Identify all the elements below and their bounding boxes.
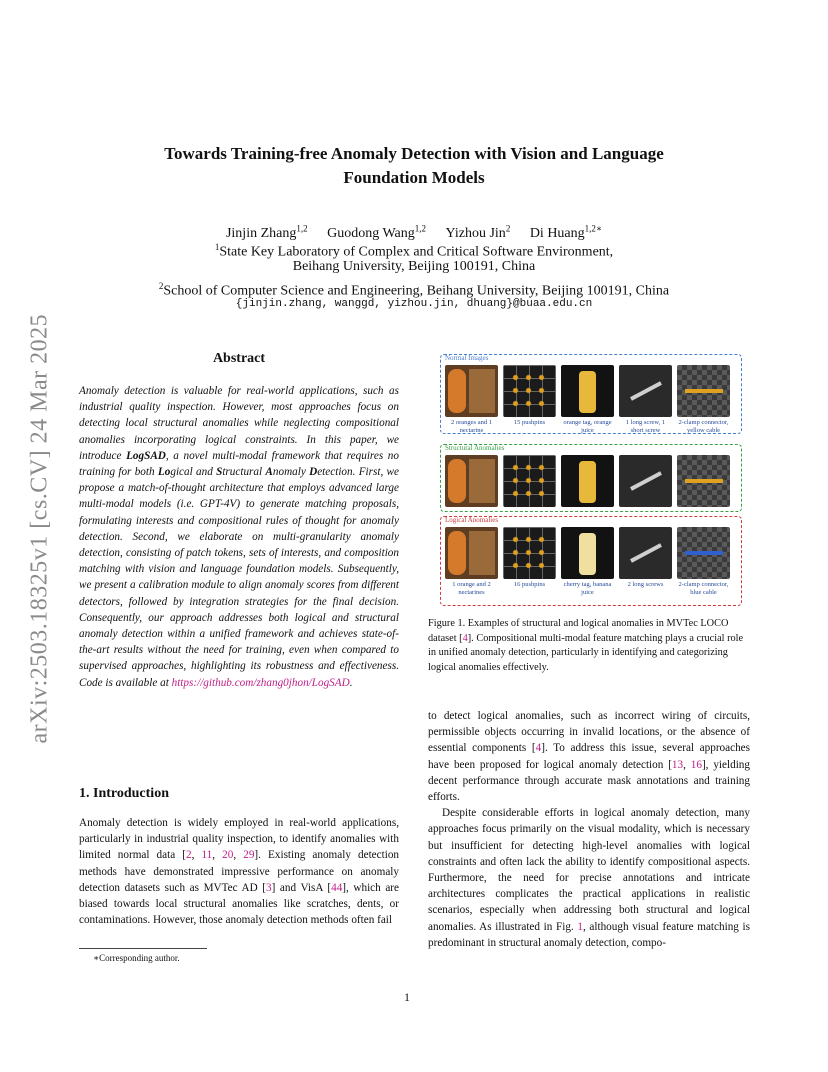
- citation-link[interactable]: 16: [690, 758, 702, 771]
- paper-title: [100, 142, 728, 190]
- figure-caption: Figure 1. Examples of structural and logical anomalies in MVTec LOCO dataset [4]. Compositional multi-modal feature matching plays a crucial role in unified anomaly detection, particularly in identifying and categorizing logical anomalies effectively.: [428, 618, 744, 673]
- paragraph: Despite considerable efforts in logical anomaly detection, many approaches focus primarily on the visual modality, which is necessary but insufficient for detecting high-level anomalies with logical constraints and often lack the ability to identify compositional aspects. Furthermore, the need for precise annotations and intricate architectures complicates the practical applications in realistic scenarios, especially when addressing both structural and logical anomalies. As illustrated in Fig. 1, although visual feature matching is predominant in structural anomaly detection, compo-: [428, 807, 750, 949]
- citation-link[interactable]: 20: [222, 849, 234, 862]
- image-caption: 15 pushpins: [513, 419, 546, 426]
- affiliation-2: $^2$School of Computer Science and Engineering, Beihang University, Beijing 100191, China: [158, 281, 670, 299]
- image-caption: 2 oranges and 1 nectarine: [451, 419, 492, 434]
- citation-link[interactable]: 13: [671, 758, 684, 771]
- author: Di Huang$^{1,2∗}$: [529, 223, 603, 241]
- panel-logical-anomalies: [440, 516, 742, 606]
- pushpins-image: [503, 365, 556, 417]
- title-line-1: Towards Training-free Anomaly Detection with Vision and Language: [164, 144, 664, 163]
- panel-structural-anomalies: [440, 444, 742, 512]
- panel-normal-images: [440, 354, 742, 434]
- footnote: ∗Corresponding author.: [93, 953, 180, 963]
- juice-bottle-image: [561, 527, 614, 579]
- figure-1: [430, 352, 748, 608]
- citation-link[interactable]: 44: [331, 881, 343, 894]
- image-caption: 2-clamp connector, yellow cable: [678, 419, 729, 434]
- breakfast-box-image: [445, 365, 498, 417]
- paragraph: to detect logical anomalies, such as incorrect wiring of circuits, permissible objects occurring in invalid locations, or the absence of essential components [4]. To address this issue, several approaches have been proposed for logical anomaly detection [13, 16], yielding decent performance through accurate mask annotations and training efforts.: [428, 710, 750, 804]
- abstract-text: Anomaly detection is valuable for real-world applications, such as industrial quality inspection. However, most approaches focus on detecting local structural anomalies while neglecting compositional anomalies incorporating logical constraints. In this paper, we introduce LogSAD, a novel multi-modal framework that requires no training for both Logical and Structural Anomaly Detection. First, we propose a match-of-thought architecture that employs advanced large multi-modal models (i.e. GPT-4V) to generate matching proposals, formulating interests and compositional rules of thought for anomaly detection. Second, we elaborate on multi-granularity anomaly detection, consisting of patch tokens, sets of interests, and composition matching with vision and language foundation models. Subsequently, we present a calibration module to align anomaly scores from different detectors, followed by integration strategies for the final decision. Consequently, our approach addresses both logical and structural anomaly detection within a unified framework and achieves state-of-the-art results without the need for training, even when compared to supervised approaches, highlighting its robustness and effectiveness. Code is available at https://github.com/zhang0jhon/LogSAD.: [79, 385, 399, 689]
- image-caption: 2-clamp connector, blue cable: [678, 581, 729, 596]
- breakfast-box-image: [445, 455, 498, 507]
- image-caption: 2 long screws: [627, 581, 664, 588]
- pushpins-image: [503, 527, 556, 579]
- citation-link[interactable]: 11: [201, 849, 213, 862]
- image-caption: cherry tag, banana juice: [563, 581, 612, 596]
- image-caption: 1 orange and 2 nectarines: [452, 581, 491, 596]
- panel-label: Structural Anomalies: [445, 444, 505, 452]
- juice-bottle-image: [561, 455, 614, 507]
- citation-link[interactable]: 4: [535, 742, 542, 755]
- panel-label: Logical Anomalies: [445, 516, 499, 524]
- author: Yizhou Jin$^2$: [445, 223, 511, 241]
- citation-link[interactable]: 4: [462, 632, 468, 644]
- connector-image: [677, 455, 730, 507]
- arxiv-stamp: arXiv:2503.18325v1 [cs.CV] 24 Mar 2025: [26, 313, 53, 744]
- caption-row: [445, 419, 730, 434]
- caption-row: [445, 581, 730, 596]
- image-caption: 1 long screw, 1 short screw: [625, 419, 666, 434]
- author: Guodong Wang$^{1,2}$: [327, 223, 427, 241]
- pushpins-image: [503, 455, 556, 507]
- juice-bottle-image: [561, 365, 614, 417]
- affiliation-1: $^1$State Key Laboratory of Complex and Critical Software Environment,: [214, 242, 614, 260]
- screw-bag-image: [619, 527, 672, 579]
- connector-image: [677, 527, 730, 579]
- citation-link[interactable]: 2: [186, 849, 192, 862]
- affiliation-1-cont: Beihang University, Beijing 100191, China: [292, 259, 536, 274]
- citation-link[interactable]: 3: [266, 881, 272, 894]
- image-row: [445, 455, 730, 507]
- section-heading-introduction: 1. Introduction: [79, 786, 169, 801]
- image-row: [445, 527, 730, 579]
- breakfast-box-image: [445, 527, 498, 579]
- image-row: [445, 365, 730, 417]
- screw-bag-image: [619, 455, 672, 507]
- intro-paragraph: Anomaly detection is widely employed in real-world applications, particularly in industrial quality inspection, to identify anomalies with limited normal data [2, 11, 20, 29]. Existing anomaly detection methods have demonstrated impressive performance on anomaly detection datasets such as MVTec AD [3] and VisA [44], which are biased towards local structural anomalies like scratches, dents, or contaminations. However, those anomaly detection methods often fail: [79, 817, 400, 927]
- screw-bag-image: [619, 365, 672, 417]
- author: Jinjin Zhang$^{1,2}$: [225, 223, 308, 241]
- abstract-heading: Abstract: [212, 351, 266, 366]
- image-caption: 16 pushpins: [513, 581, 546, 588]
- image-caption: orange tag, orange juice: [563, 419, 612, 434]
- code-link[interactable]: https://github.com/zhang0jhon/LogSAD: [171, 676, 350, 689]
- right-column-text: [428, 708, 750, 951]
- page-number: 1: [404, 990, 410, 1004]
- citation-link[interactable]: 29: [243, 849, 255, 862]
- figure-reference-link[interactable]: 1: [577, 920, 583, 933]
- footnote-rule: [79, 948, 207, 949]
- author-emails: {jinjin.zhang, wanggd, yizhou.jin, dhuang}@buaa.edu.cn: [235, 298, 593, 310]
- panel-label: Normal Images: [445, 354, 489, 362]
- connector-image: [677, 365, 730, 417]
- title-line-2: Foundation Models: [343, 168, 485, 187]
